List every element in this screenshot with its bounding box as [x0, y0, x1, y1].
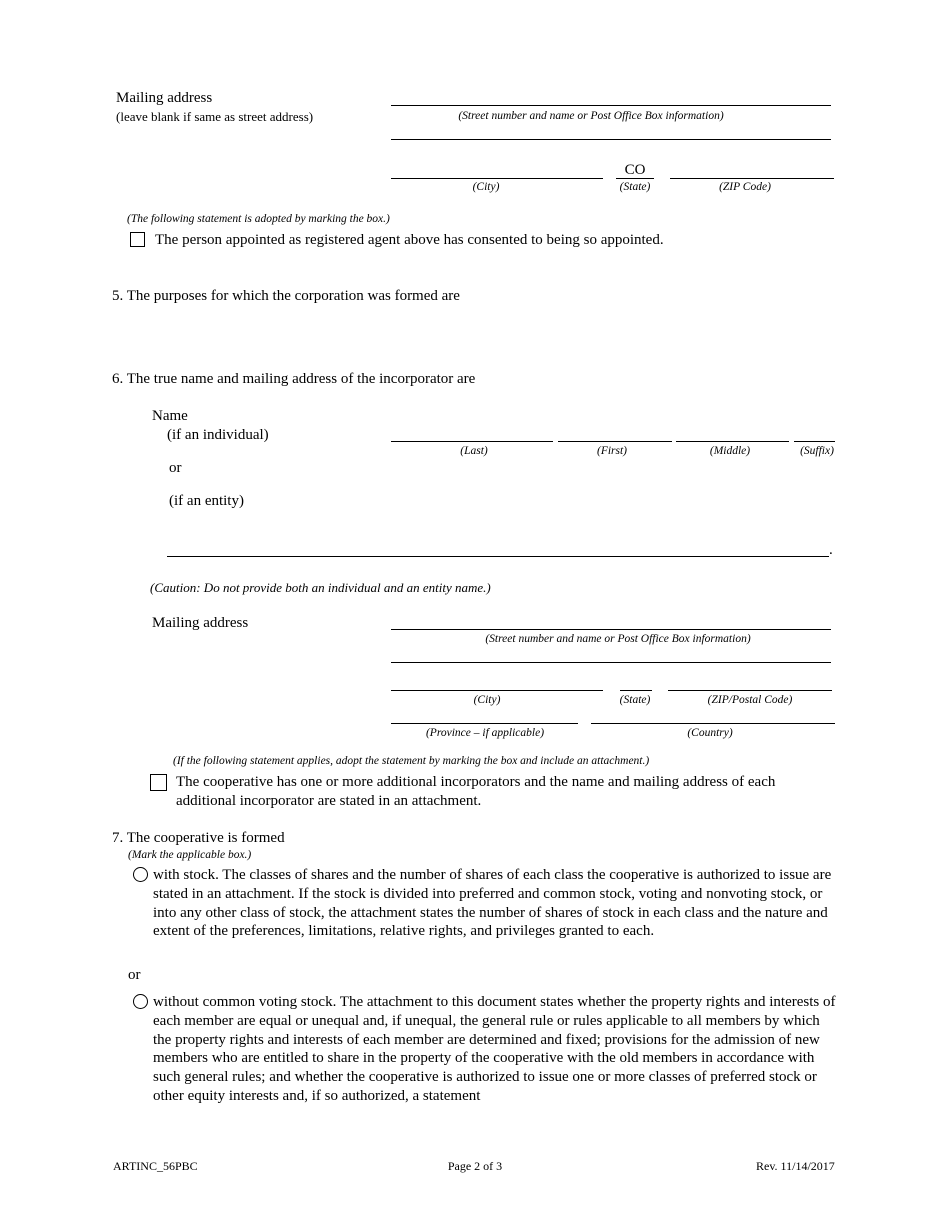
consent-checkbox[interactable] [130, 232, 145, 247]
section7-or-label: or [128, 967, 141, 983]
entity-period: . [829, 542, 833, 558]
incorp-state-field[interactable] [620, 690, 652, 691]
incorp-country-field[interactable] [591, 723, 835, 724]
incorp-province-caption: (Province – if applicable) [425, 727, 545, 739]
without-stock-text: without common voting stock. The attachment to this document states whether the property rights and interests of each member are equal or unequal and, if unequal, the general rule or rules applicable to all members by which the property rights and interests of each member are determined and fixed; provisions for the admission of new members who are entitled to share in the property of the cooperative with the old members in accordance with such general rules; and whether the cooperative is authorized to issue one or more classes of preferred stock or other equity interests and, if so authorized, a statement [153, 994, 836, 1104]
agent-city-caption: (City) [472, 181, 500, 193]
incorp-state-caption: (State) [619, 694, 651, 706]
additional-note: (If the following statement applies, adopt the statement by marking the box and include an attachment.) [173, 755, 650, 767]
middle-caption: (Middle) [709, 445, 751, 457]
footer-page-number: Page 2 of 3 [447, 1159, 503, 1173]
incorp-province-field[interactable] [391, 723, 578, 724]
agent-zip-caption: (ZIP Code) [719, 181, 771, 193]
footer-form-id: ARTINC_56PBC [113, 1159, 198, 1173]
consent-text: The person appointed as registered agent above has consented to being so appointed. [155, 232, 664, 248]
agent-zip-field[interactable] [670, 178, 834, 179]
suffix-caption: (Suffix) [800, 445, 834, 457]
incorp-city-field[interactable] [391, 690, 603, 691]
additional-incorporators-text: The cooperative has one or more additional incorporators and the name and mailing address of each additional incorporator are stated in an attachment. [176, 774, 776, 809]
entity-name-field[interactable] [167, 556, 829, 557]
with-stock-text: with stock. The classes of shares and the number of shares of each class the cooperative is authorized to issue are stated in an attachment. If the stock is divided into preferred and common stock, voting and nonvoting stock, or into any other class of stock, the attachment states the number of shares of stock in each class and the nature and extent of the preferences, limitations, relative rights, and privileges granted to each. [153, 867, 832, 940]
section7-note: (Mark the applicable box.) [128, 849, 252, 861]
incorp-zip-caption: (ZIP/Postal Code) [707, 694, 793, 706]
last-name-field[interactable] [391, 441, 553, 442]
middle-name-field[interactable] [676, 441, 789, 442]
section5-text: 5. The purposes for which the corporation was formed are [112, 288, 460, 304]
agent-state-field[interactable] [616, 178, 654, 179]
section6-heading: 6. The true name and mailing address of the incorporator are [112, 371, 476, 387]
agent-state-value: CO [624, 162, 646, 178]
incorp-street-field-1[interactable] [391, 629, 831, 630]
additional-incorporators-checkbox[interactable] [150, 774, 167, 791]
consent-note: (The following statement is adopted by marking the box.) [127, 213, 390, 225]
footer-revision: Rev. 11/14/2017 [756, 1159, 835, 1173]
first-caption: (First) [596, 445, 628, 457]
mailing-address-sublabel: (leave blank if same as street address) [116, 109, 314, 124]
entity-label: (if an entity) [169, 493, 244, 509]
mailing-address-label: Mailing address [116, 90, 213, 106]
incorp-street-field-2[interactable] [391, 662, 831, 663]
first-name-field[interactable] [558, 441, 672, 442]
or-label-name: or [169, 460, 182, 476]
incorporator-mailing-label: Mailing address [152, 615, 249, 631]
agent-city-field[interactable] [391, 178, 603, 179]
agent-street-field-1[interactable] [391, 105, 831, 106]
section7-heading: 7. The cooperative is formed [112, 830, 285, 846]
incorp-country-caption: (Country) [687, 727, 733, 739]
name-label: Name [152, 408, 188, 424]
incorp-zip-field[interactable] [668, 690, 832, 691]
agent-street-caption: (Street number and name or Post Office Box information) [458, 110, 724, 122]
agent-street-field-2[interactable] [391, 139, 831, 140]
individual-label: (if an individual) [167, 427, 269, 443]
incorp-street-caption: (Street number and name or Post Office Box information) [485, 633, 751, 645]
incorp-city-caption: (City) [473, 694, 501, 706]
suffix-field[interactable] [794, 441, 835, 442]
agent-state-caption: (State) [619, 181, 651, 193]
with-stock-radio[interactable] [133, 867, 148, 882]
caution-note: (Caution: Do not provide both an individual and an entity name.) [150, 580, 491, 595]
without-stock-radio[interactable] [133, 994, 148, 1009]
last-caption: (Last) [460, 445, 488, 457]
